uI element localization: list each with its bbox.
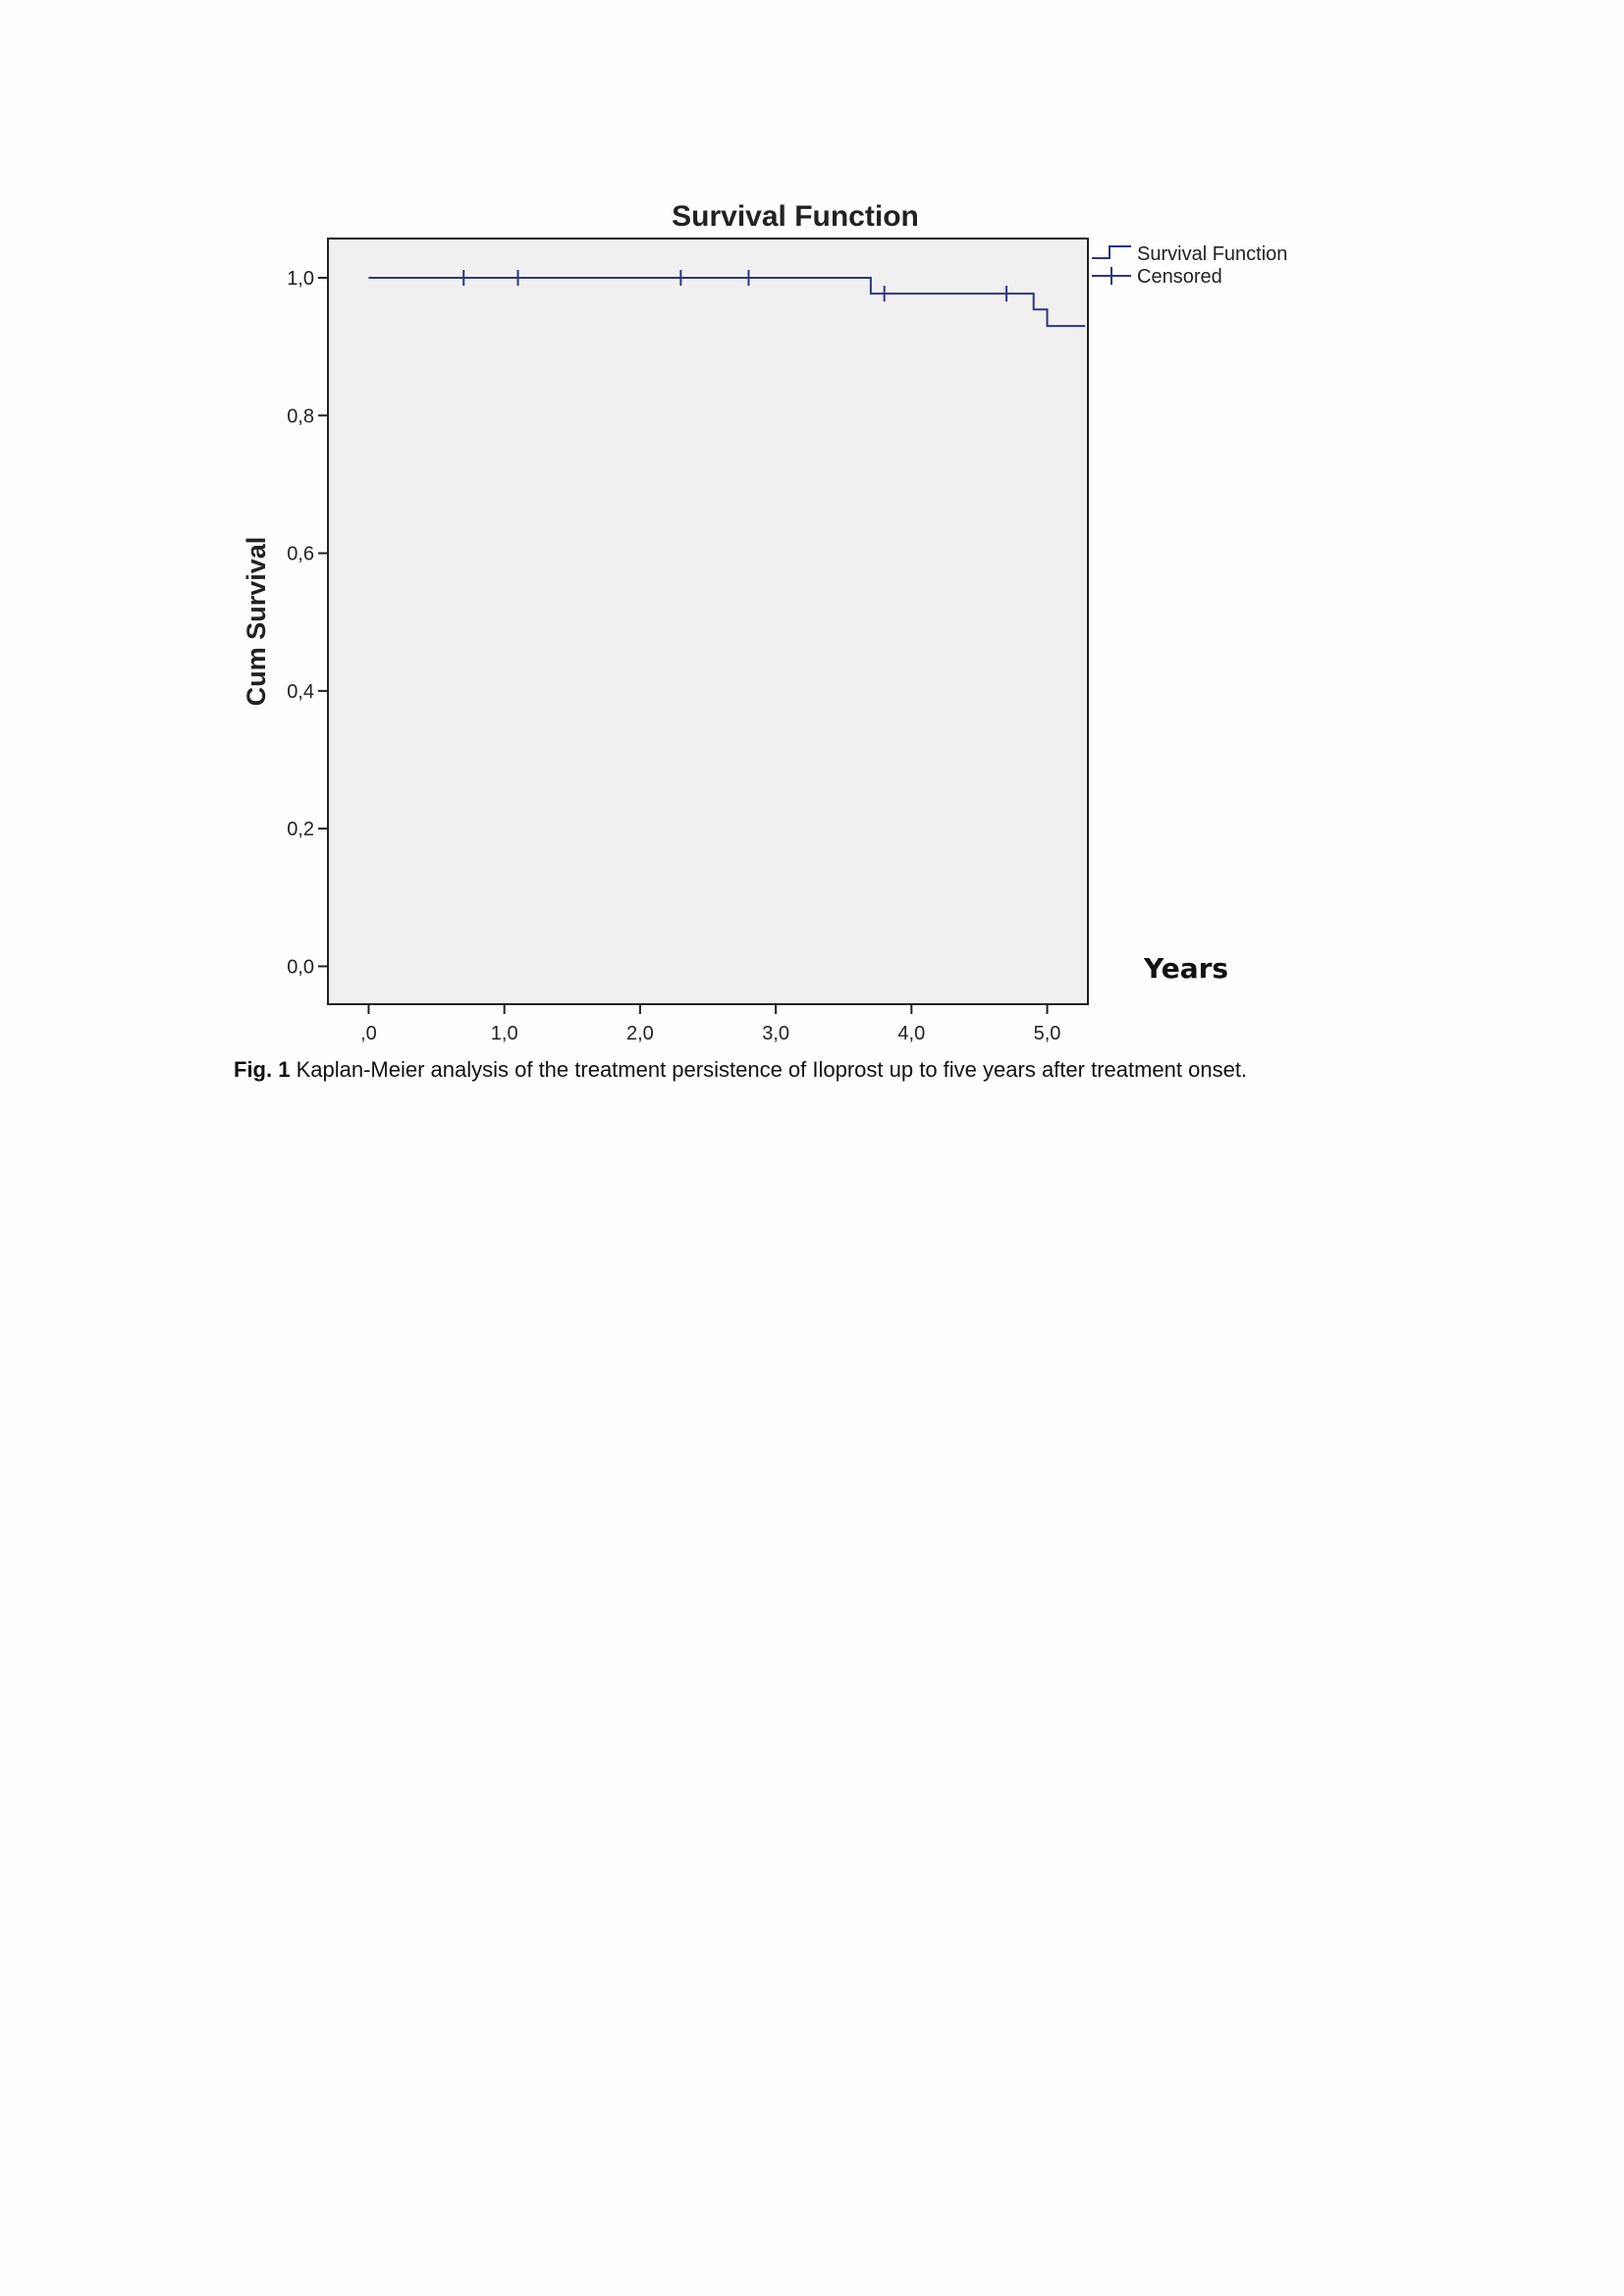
x-tick-label: 2,0: [625, 1023, 654, 1044]
y-tick-label: 0,6: [287, 543, 314, 565]
y-tick-label: 0,4: [287, 680, 314, 703]
plot-area: [328, 239, 1088, 1004]
x-tick-label: 5,0: [1033, 1023, 1061, 1044]
chart-svg: [0, 0, 1624, 1055]
x-axis: [360, 1004, 1060, 1044]
figure-caption: [234, 1057, 1412, 1083]
x-axis-label: Years: [1144, 952, 1229, 985]
legend-survival-label: Survival Function: [1137, 243, 1288, 265]
legend-survival-symbol: [1092, 246, 1131, 258]
y-axis-label: Cum Survival: [242, 536, 271, 707]
legend: [1092, 243, 1287, 288]
y-axis: [287, 268, 328, 978]
y-tick-label: 0,8: [287, 405, 314, 428]
x-tick-label: 1,0: [490, 1023, 518, 1044]
legend-censored-label: Censored: [1137, 266, 1222, 288]
x-tick-label: 3,0: [762, 1023, 790, 1044]
x-tick-label: 4,0: [897, 1023, 926, 1044]
chart-title: Survival Function: [672, 200, 919, 233]
y-tick-label: 0,0: [287, 956, 314, 979]
y-tick-label: 0,2: [287, 819, 314, 841]
caption-text: Kaplan-Meier analysis of the treatment persistence of Iloprost up to five years after treatment onset.: [290, 1057, 1248, 1082]
x-tick-label: ,0: [360, 1023, 377, 1044]
y-tick-label: 1,0: [287, 267, 314, 290]
caption-label: Fig. 1: [234, 1057, 291, 1082]
kaplan-meier-chart: [0, 0, 1624, 1099]
